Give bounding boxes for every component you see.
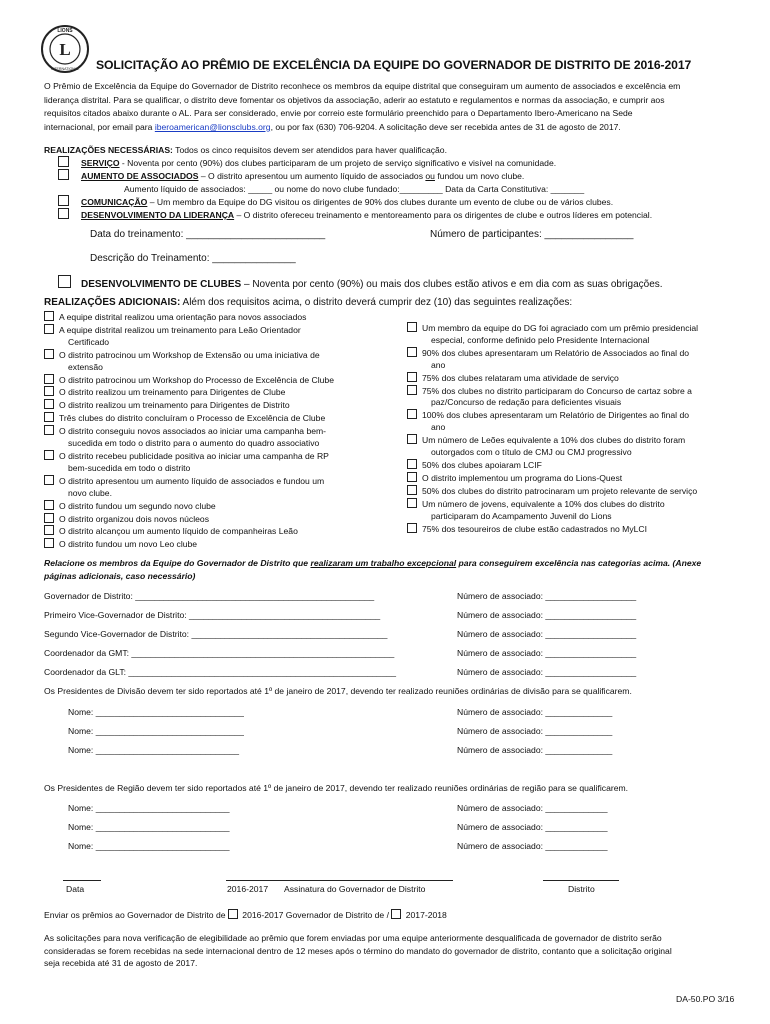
intro-line: liderança distrital. Para se qualificar, o distrito deve fomentar os objetivos da associação, aderir ao estatuto e regulamentos e normas da associação, e cumprir aos — [44, 94, 665, 105]
checklist-item-label: O distrito recebeu publicidade positiva ao iniciar uma campanha de RP — [59, 450, 329, 461]
member-row[interactable] — [68, 841, 748, 851]
member-number-field[interactable]: Número de associado: _____________ — [457, 841, 608, 851]
checklist-item-label: 50% dos clubes do distrito patrocinaram um projeto relevante de serviço — [422, 485, 698, 496]
checkbox[interactable] — [407, 385, 417, 395]
checklist-item-label: bem-sucedida em todo o distrito — [68, 462, 191, 473]
intro-line: O Prêmio de Excelência da Equipe do Governador de Distrito reconhece os membros da equipe distrital que conseguiram um aumento de associados e excelência em — [44, 81, 681, 91]
checklist-item-label: ano — [431, 422, 446, 433]
member-number-field[interactable]: Número de associado: ___________________ — [457, 610, 637, 620]
checklist-item — [44, 399, 394, 412]
training-description-field[interactable]: Descrição do Treinamento: _______________ — [90, 253, 296, 264]
checklist-item-label: A equipe distrital realizou uma orientação para novos associados — [59, 312, 307, 322]
checklist-item — [407, 322, 737, 347]
checkbox-2017-2018[interactable] — [391, 909, 401, 919]
member-number-field[interactable]: Número de associado: ___________________ — [457, 591, 637, 601]
member-row[interactable] — [44, 629, 744, 639]
member-row[interactable] — [44, 667, 744, 677]
member-name-field[interactable]: Segundo Vice-Governador de Distrito: _________________________________________ — [44, 629, 388, 639]
member-name-field[interactable]: Nome: ____________________________ — [68, 803, 230, 813]
intro-paragraph — [44, 80, 734, 134]
checklist-item-label: 75% dos clubes relataram uma atividade de serviço — [422, 372, 619, 383]
member-name-field[interactable]: Nome: ______________________________ — [68, 745, 240, 755]
checklist-item — [44, 450, 394, 475]
checklist-item-label: O distrito fundou um novo Leo clube — [59, 539, 198, 550]
checkbox[interactable] — [44, 399, 54, 409]
checkbox[interactable] — [44, 374, 54, 384]
date-line[interactable] — [63, 880, 101, 881]
svg-text:L: L — [59, 40, 71, 59]
training-date-field[interactable]: Data do treinamento: _________________________ — [90, 229, 326, 240]
email-link[interactable]: iberoamerican@lionsclubs.org — [154, 121, 271, 132]
checklist-item-label: 75% dos clubes no distrito participaram do Concurso de cartaz sobre a — [422, 385, 692, 396]
member-number-field[interactable]: Número de associado: ___________________ — [457, 629, 637, 639]
member-name-field[interactable]: Coordenador da GMT: _______________________________________________________ — [44, 648, 395, 658]
clubes-item: DESENVOLVIMENTO DE CLUBES – Noventa por cento (90%) ou mais dos clubes estão ativos e em dia com as suas obrigações. — [58, 275, 663, 290]
checklist-item-label: Três clubes do distrito concluíram o Processo de Excelência de Clube — [59, 413, 326, 424]
checkbox[interactable] — [407, 347, 417, 357]
checkbox-comunicacao[interactable] — [58, 195, 69, 206]
send-awards: Enviar os prêmios ao Governador de Distrito de 2016-2017 Governador de Distrito de / 2017-2018 — [44, 910, 447, 920]
checklist-item-label: O distrito organizou dois novos núcleos — [59, 513, 209, 524]
member-number-field[interactable]: Número de associado: ______________ — [457, 726, 613, 736]
checklist-item-label: O distrito patrocinou um Workshop de Extensão ou uma iniciativa de — [59, 349, 320, 360]
checklist-item-label: paz/Concurso de redação para deficientes visuais — [431, 397, 622, 408]
checkbox[interactable] — [44, 349, 54, 359]
checklist-item-label: O distrito conseguiu novos associados ao iniciar uma campanha bem- — [59, 426, 327, 437]
checklist-item — [44, 386, 394, 399]
checklist-item — [407, 472, 737, 485]
lions-logo — [40, 24, 90, 74]
checklist-item — [407, 523, 737, 536]
checkbox[interactable] — [407, 322, 417, 332]
checkbox[interactable] — [44, 513, 54, 523]
member-row[interactable] — [44, 648, 744, 658]
form-code: DA-50.PO 3/16 — [676, 994, 735, 1004]
checklist-item-label: sucedida em todo o distrito para o aumento do quadro associativo — [68, 438, 320, 449]
intro-line: internacional, por email para iberoamerican@lionsclubs.org, ou por fax (630) 706-9204. A solicitação deve ser recebida antes de 31 de agosto de 2017. — [44, 121, 621, 132]
checkbox[interactable] — [44, 450, 54, 460]
checkbox[interactable] — [44, 525, 54, 535]
checklist-item-label: novo clube. — [68, 487, 112, 498]
checklist-item-label: O distrito implementou um programa do Lions-Quest — [422, 472, 623, 483]
checklist-item-label: Um número de Leões equivalente a 10% dos clubes do distrito foram — [422, 435, 686, 446]
checkbox[interactable] — [44, 425, 54, 435]
checklist-item — [407, 385, 737, 410]
checklist-item-label: O distrito fundou um segundo novo clube — [59, 500, 216, 511]
svg-text:INTERNATIONAL: INTERNATIONAL — [50, 67, 80, 71]
checklist-item-label: 50% dos clubes apoiaram LCIF — [422, 459, 542, 470]
participants-field[interactable]: Número de participantes: ________________ — [430, 229, 634, 240]
member-number-field[interactable]: Número de associado: ___________________ — [457, 667, 637, 677]
checklist-item-label: 75% dos tesoureiros de clube estão cadastrados no MyLCI — [422, 523, 647, 534]
member-row[interactable] — [44, 591, 744, 601]
checklist-item — [44, 538, 394, 551]
member-row[interactable] — [68, 822, 748, 832]
checkbox[interactable] — [407, 409, 417, 419]
checklist-item — [44, 311, 394, 324]
region-text: Os Presidentes de Região devem ter sido reportados até 1º de janeiro de 2017, devendo ter realizado reuniões ordinárias de região para se qualificarem. — [44, 783, 629, 793]
checkbox-clubes[interactable] — [58, 275, 71, 288]
member-name-field[interactable]: Nome: _______________________________ — [68, 707, 244, 717]
district-line[interactable] — [543, 880, 619, 881]
checkbox[interactable] — [407, 472, 417, 482]
checkbox[interactable] — [407, 459, 417, 469]
signature-label: Assinatura do Governador de Distrito — [284, 884, 426, 894]
checklist-item-label: Um membro da equipe do DG foi agraciado com um prêmio presidencial — [422, 323, 699, 333]
checklist-item-label: ano — [431, 359, 446, 370]
checkbox-lideranca[interactable] — [58, 208, 69, 219]
member-row[interactable] — [44, 610, 744, 620]
division-text: Os Presidentes de Divisão devem ter sido reportados até 1º de janeiro de 2017, devendo ter realizado reuniões ordinárias de divisão para se qualificarem. — [44, 686, 632, 696]
checklist-item-label: O distrito realizou um treinamento para Dirigentes de Distrito — [59, 400, 290, 411]
checkbox[interactable] — [407, 498, 417, 508]
checklist-item — [44, 525, 394, 538]
checkbox[interactable] — [407, 485, 417, 495]
member-name-field[interactable]: Coordenador da GLT: ________________________________________________________ — [44, 667, 397, 677]
date-label: Data — [66, 884, 85, 894]
member-name-field[interactable]: Nome: _______________________________ — [68, 726, 244, 736]
checkbox[interactable] — [407, 372, 417, 382]
checklist-item-label: O distrito realizou um treinamento para Dirigentes de Clube — [59, 387, 286, 398]
checklist-item — [44, 374, 394, 387]
checklist-item-label: O distrito alcançou um aumento líquido de companheiras Leão — [59, 526, 298, 537]
member-name-field[interactable]: Governador de Distrito: __________________________________________________ — [44, 591, 375, 601]
checklist-item — [44, 425, 394, 450]
checklist-item — [407, 434, 737, 459]
svg-text:LIONS: LIONS — [57, 28, 73, 34]
member-row[interactable] — [68, 803, 748, 813]
checklist-item-label: participaram do Acampamento Juvenil do Lions — [431, 510, 612, 521]
member-number-field[interactable]: Número de associado: ______________ — [457, 745, 613, 755]
additional-heading: REALIZAÇÕES ADICIONAIS: Além dos requisitos acima, o distrito deverá cumprir dez (10) das seguintes realizações: — [44, 297, 573, 308]
checklist-item — [407, 372, 737, 385]
member-row[interactable] — [68, 745, 748, 755]
relate-note: Relacione os membros da Equipe do Governador de Distrito que realizaram um trabalho excepcional para conseguirem excelência nas categorias acima. (Anexe páginas adicionais, caso necessário) — [44, 558, 702, 581]
member-name-field[interactable]: Primeiro Vice-Governador de Distrito: ________________________________________ — [44, 610, 381, 620]
checklist-item-label: especial, conforme definido pelo Presidente Internacional — [431, 334, 650, 345]
checklist-item — [407, 347, 737, 372]
checklist-item — [44, 412, 394, 425]
checklist-item — [44, 500, 394, 513]
checkbox-servico[interactable] — [58, 156, 69, 167]
checkbox[interactable] — [44, 500, 54, 510]
checkbox[interactable] — [44, 386, 54, 396]
checklist-item — [44, 513, 394, 526]
member-name-field[interactable]: Nome: ____________________________ — [68, 841, 230, 851]
signature-line[interactable] — [226, 880, 453, 881]
checkbox[interactable] — [44, 324, 54, 334]
checklist-item-label: Certificado — [68, 336, 110, 347]
additional-left-list — [44, 311, 394, 551]
member-number-field[interactable]: Número de associado: _____________ — [457, 803, 608, 813]
checklist-item-label: 100% dos clubes apresentaram um Relatório de Dirigentes ao final do — [422, 410, 690, 421]
checkbox-associados[interactable] — [58, 169, 69, 180]
intro-line: requisitos citados abaixo durante o AL. Para ser considerado, envie por correio este formulário preenchido para o Departamento Ibero-Americano na Sede — [44, 108, 633, 119]
member-row[interactable] — [68, 707, 748, 717]
checklist-item-label: A equipe distrital realizou um treinamento para Leão Orientador — [59, 324, 301, 335]
checklist-item-label: outorgados com o título de CMJ ou CMJ progressivo — [431, 447, 632, 458]
checkbox[interactable] — [44, 412, 54, 422]
checklist-item — [407, 485, 737, 498]
member-number-field[interactable]: Número de associado: _____________ — [457, 822, 608, 832]
page-title: SOLICITAÇÃO AO PRÊMIO DE EXCELÊNCIA DA EQUIPE DO GOVERNADOR DE DISTRITO DE 2016-2017 — [96, 58, 692, 72]
member-row[interactable] — [68, 726, 748, 736]
checklist-item-label: O distrito apresentou um aumento líquido de associados e fundou um — [59, 475, 325, 486]
checkbox[interactable] — [407, 523, 417, 533]
member-number-field[interactable]: Número de associado: ___________________ — [457, 648, 637, 658]
checklist-item-label: O distrito patrocinou um Workshop do Processo de Excelência de Clube — [59, 374, 334, 385]
checklist-item — [407, 498, 737, 523]
required-section: REALIZAÇÕES NECESSÁRIAS: Todos os cinco requisitos devem ser atendidos para haver qualificação. SERVIÇO - Noventa por cento (90%) dos clubes participaram de um projeto de serviço significativo e visível na comunidade. AUMENTO DE ASSOCIADOS – O distrito apresentou um aumento líquido de associados ou fundou um novo clube. Aumento líquido de associados: _____ ou nome do novo clube fundado:_________ Data da Carta Constitutiva: _______ COMUNICAÇÃO – Um membro da Equipe do DG visitou os dirigentes de 90% dos clubes durante um evento de clube ou de vários clubes. DESENVOLVIMENTO DA LIDERANÇA – O distrito ofereceu treinamento e mentoreamento para os dirigentes de clube e outros líderes em potencial. — [44, 144, 744, 221]
checkbox[interactable] — [44, 475, 54, 485]
checklist-item-label: 90% dos clubes apresentaram um Relatório de Associados ao final do — [422, 347, 690, 358]
additional-right-list — [407, 322, 737, 535]
checklist-item-label: Um número de jovens, equivalente a 10% dos clubes do distrito — [422, 498, 665, 509]
checklist-item — [407, 459, 737, 472]
checklist-item-label: extensão — [68, 361, 103, 372]
checklist-item — [44, 349, 394, 374]
checklist-item — [44, 324, 394, 349]
checkbox-2016-2017[interactable] — [228, 909, 238, 919]
year-label: 2016-2017 — [227, 884, 269, 894]
associados-fields[interactable]: Aumento líquido de associados: _____ ou nome do novo clube fundado:_________ Data da Carta Constitutiva: _______ — [124, 183, 585, 194]
member-name-field[interactable]: Nome: ____________________________ — [68, 822, 230, 832]
member-number-field[interactable]: Número de associado: ______________ — [457, 707, 613, 717]
district-label: Distrito — [568, 884, 595, 894]
checkbox[interactable] — [407, 434, 417, 444]
footer-note: As solicitações para nova verificação de elegibilidade ao prêmio que forem enviadas por uma equipe anteriormente desqualificada de governador de distrito serão consideradas se forem recebidas na sede internacional dentro de 12 meses após o término do mandato do governador de distrito, contanto que a solicitação original seja recebida até 31 de agosto de 2017. — [44, 933, 672, 969]
checkbox[interactable] — [44, 538, 54, 548]
checklist-item — [44, 475, 394, 500]
checklist-item — [407, 409, 737, 434]
checkbox[interactable] — [44, 311, 54, 321]
